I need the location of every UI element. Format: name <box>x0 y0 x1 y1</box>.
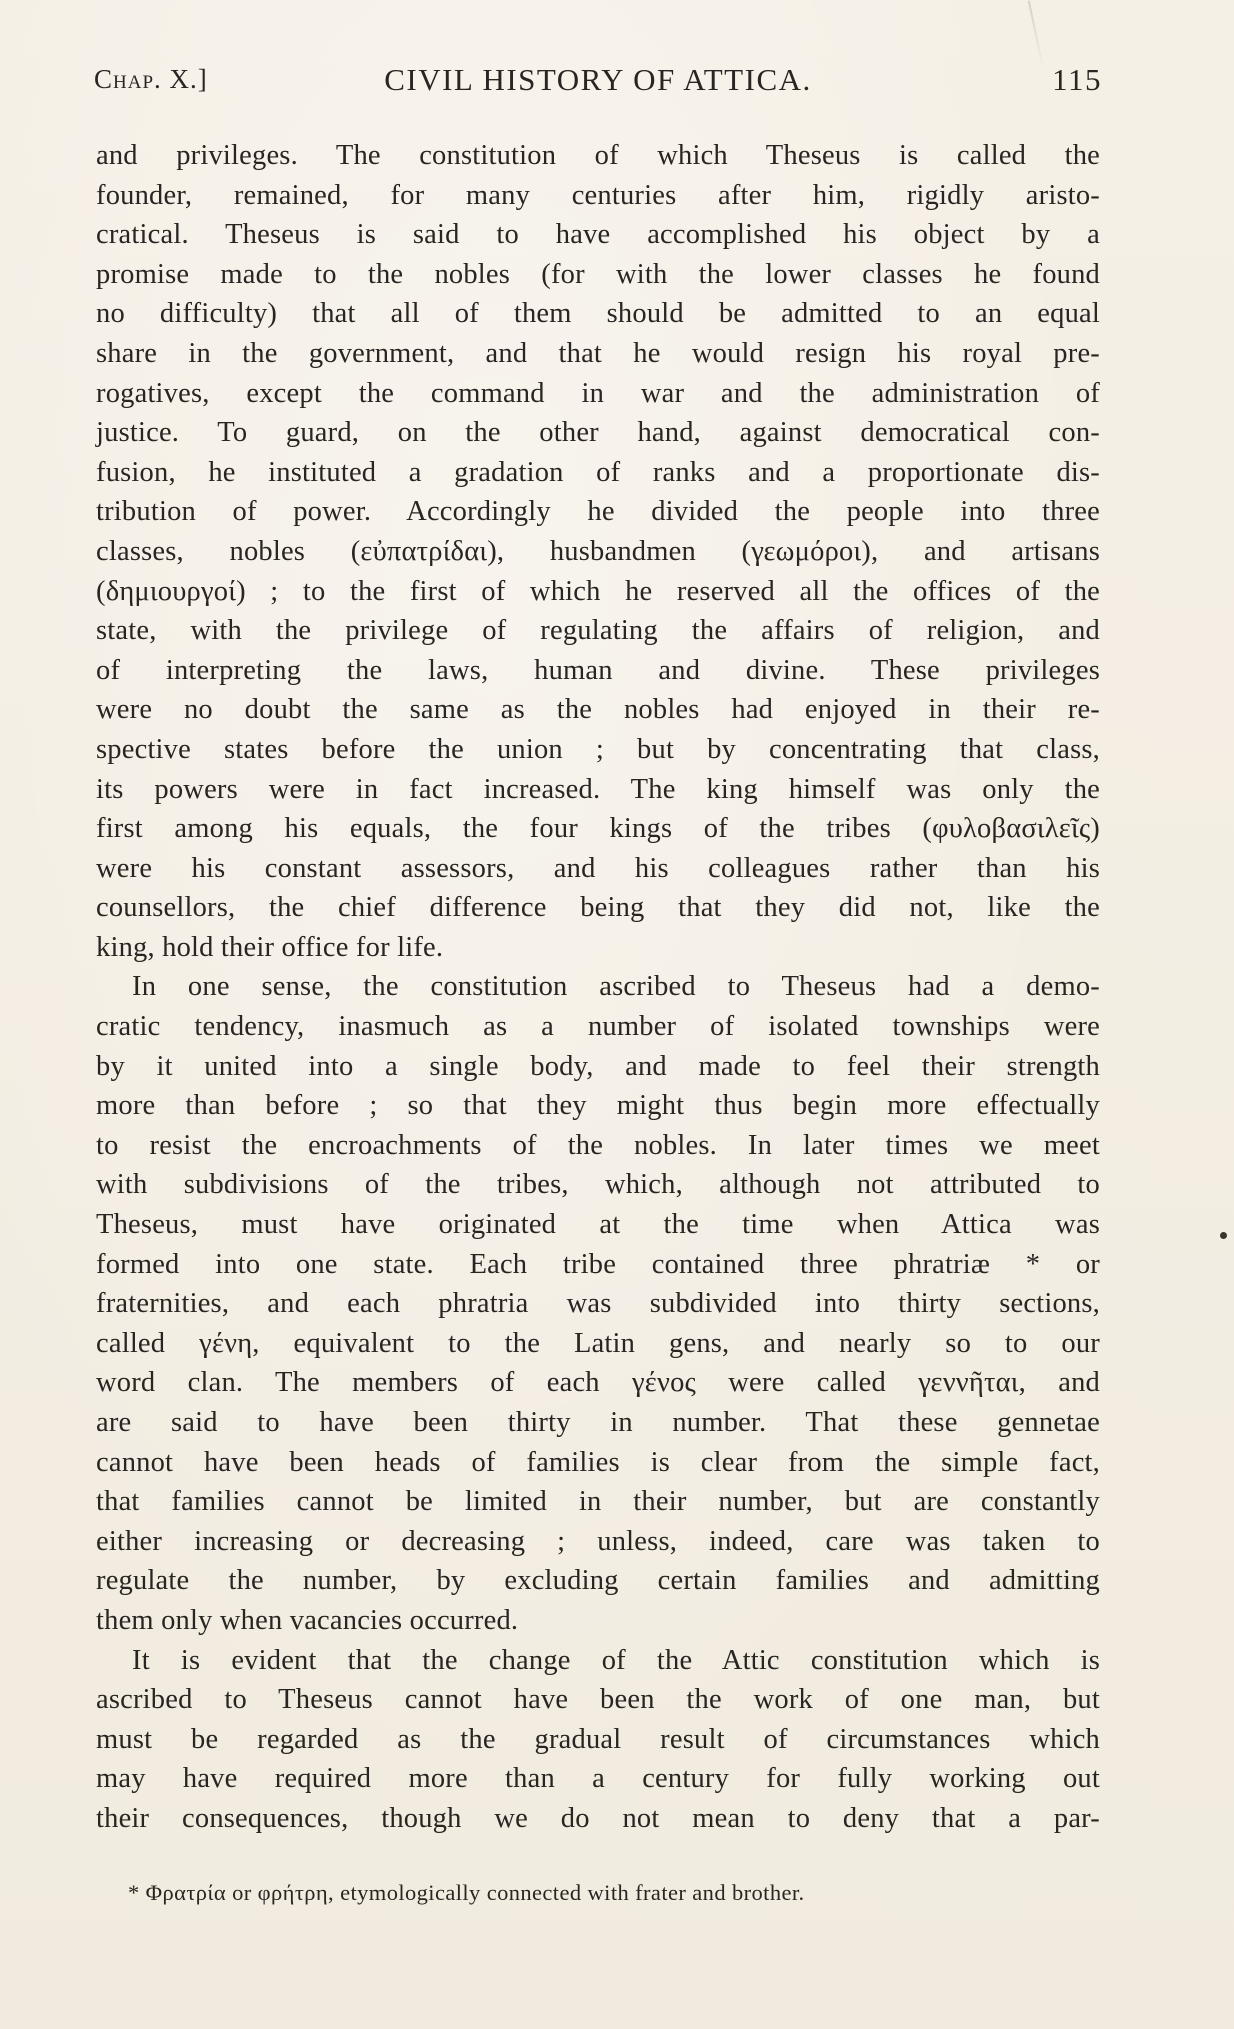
text-line: were no doubt the same as the nobles had enjoyed in their re- <box>96 694 1100 726</box>
text-line: cannot have been heads of families is clear from the simple fact, <box>96 1446 1100 1478</box>
footnote: * Φρατρία or φρήτρη, etymologically connected with frater and brother. <box>128 1880 805 1905</box>
text-line: to resist the encroachments of the nobles. In later times we meet <box>96 1129 1100 1161</box>
paragraph-start-line: It is evident that the change of the Attic constitution which is <box>132 1644 1100 1676</box>
text-line: formed into one state. Each tribe contained three phratriæ * or <box>96 1248 1100 1280</box>
text-line: fusion, he instituted a gradation of ranks and a proportionate dis- <box>96 456 1100 488</box>
text-line: share in the government, and that he would resign his royal pre- <box>96 337 1100 369</box>
chapter-label: Chap. X.] <box>94 64 208 94</box>
ink-speck <box>1220 1232 1227 1239</box>
text-line: counsellors, the chief difference being that they did not, like the <box>96 892 1100 924</box>
text-line: spective states before the union ; but by concentrating that class, <box>96 733 1100 765</box>
text-line: justice. To guard, on the other hand, against democratical con- <box>96 417 1100 449</box>
page-title: CIVIL HISTORY OF ATTICA. <box>384 62 812 97</box>
text-line: no difficulty) that all of them should be admitted to an equal <box>96 298 1100 330</box>
text-line: them only when vacancies occurred. <box>96 1604 519 1636</box>
text-line: were his constant assessors, and his colleagues rather than his <box>96 852 1100 884</box>
text-line: rogatives, except the command in war and the administration of <box>96 377 1100 409</box>
text-line: classes, nobles (εὐπατρίδαι), husbandmen (γεωμόροι), and artisans <box>96 535 1100 567</box>
text-line: king, hold their office for life. <box>96 931 444 963</box>
text-line: called γένη, equivalent to the Latin gens, and nearly so to our <box>96 1327 1100 1359</box>
text-line: by it united into a single body, and made to feel their strength <box>96 1050 1100 1082</box>
text-line: cratic tendency, inasmuch as a number of isolated townships were <box>96 1011 1100 1043</box>
text-line: of interpreting the laws, human and divine. These privileges <box>96 654 1100 686</box>
text-line: either increasing or decreasing ; unless, indeed, care was taken to <box>96 1525 1100 1557</box>
text-line: must be regarded as the gradual result of circumstances which <box>96 1723 1100 1755</box>
text-line: promise made to the nobles (for with the lower classes he found <box>96 258 1100 290</box>
text-line: are said to have been thirty in number. That these gennetae <box>96 1407 1100 1438</box>
text-line: and privileges. The constitution of which Theseus is called the <box>96 140 1100 171</box>
running-header <box>94 62 1102 106</box>
text-line: more than before ; so that they might thus begin more effectually <box>96 1090 1100 1122</box>
text-line: regulate the number, by excluding certain families and admitting <box>96 1565 1100 1597</box>
text-line: may have required more than a century for fully working out <box>96 1763 1100 1795</box>
text-line: ascribed to Theseus cannot have been the work of one man, but <box>96 1684 1100 1716</box>
text-line: (δημιουργοί) ; to the first of which he reserved all the offices of the <box>96 575 1100 607</box>
text-line: tribution of power. Accordingly he divided the people into three <box>96 496 1100 528</box>
text-line: fraternities, and each phratria was subdivided into thirty sections, <box>96 1288 1100 1320</box>
text-line: state, with the privilege of regulating the affairs of religion, and <box>96 615 1100 647</box>
text-line: cratical. Theseus is said to have accomplished his object by a <box>96 219 1100 251</box>
text-line: first among his equals, the four kings of the tribes (φυλοβασιλεῖς) <box>96 813 1100 845</box>
paragraph-start-line: In one sense, the constitution ascribed to Theseus had a demo- <box>132 971 1100 1003</box>
text-line: its powers were in fact increased. The king himself was only the <box>96 773 1100 805</box>
text-line: word clan. The members of each γένος were called γεννῆται, and <box>96 1367 1100 1399</box>
body-text <box>96 136 1100 1839</box>
text-line: their consequences, though we do not mean to deny that a par- <box>96 1802 1100 1834</box>
page-number: 115 <box>1052 62 1102 97</box>
text-line: Theseus, must have originated at the time when Attica was <box>96 1209 1100 1241</box>
page-fold-mark <box>1028 1 1045 70</box>
text-line: founder, remained, for many centuries after him, rigidly aristo- <box>96 179 1100 211</box>
text-line: with subdivisions of the tribes, which, although not attributed to <box>96 1169 1100 1201</box>
text-line: that families cannot be limited in their number, but are constantly <box>96 1486 1100 1518</box>
